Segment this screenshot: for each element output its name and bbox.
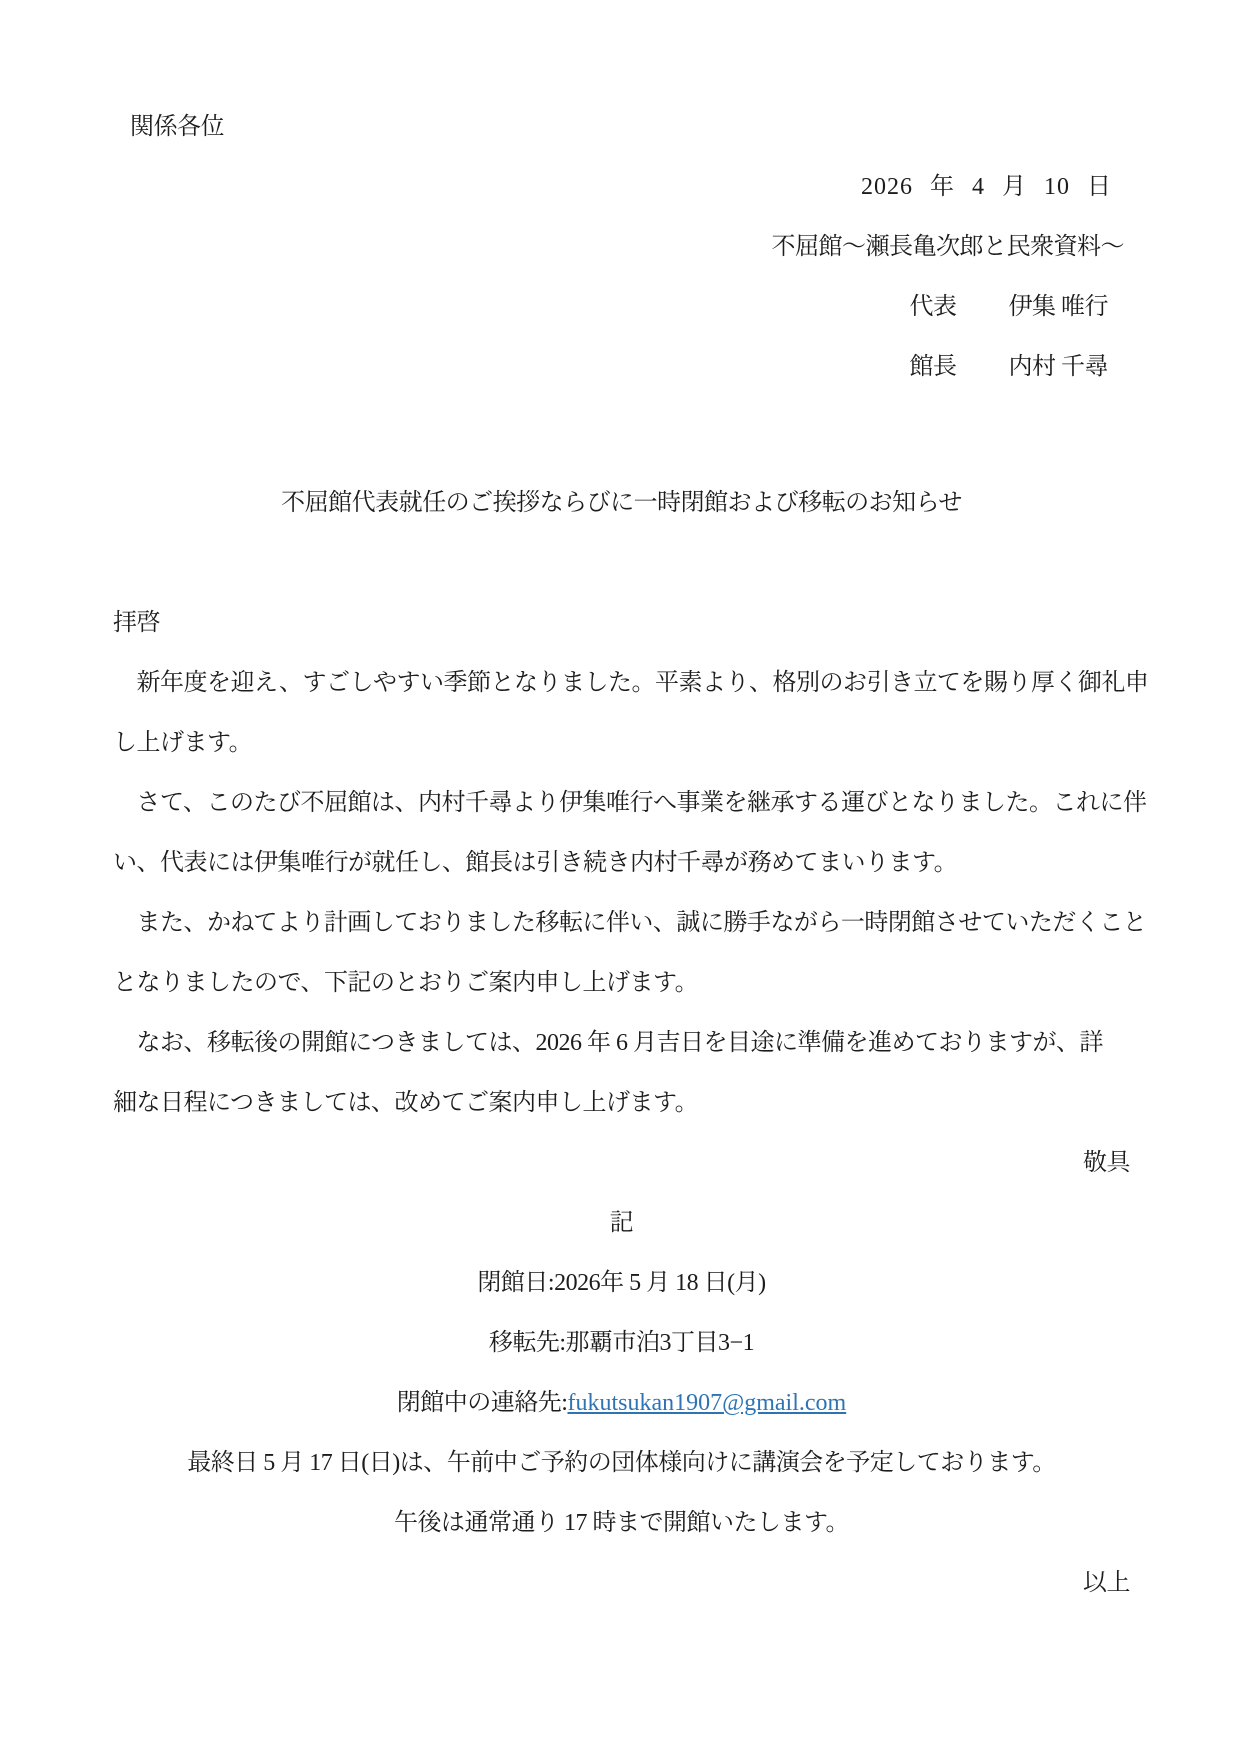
- relocation-address-line: 移転先:那覇市泊3丁目3−1: [488, 1330, 755, 1356]
- sender-organization: 不屈館～瀬長亀次郎と民衆資料～: [771, 234, 1124, 260]
- director-name: 内村 千尋: [1008, 354, 1108, 380]
- notice-heading: 記: [609, 1210, 634, 1236]
- contact-line: [113, 1373, 1130, 1433]
- spacer: [113, 397, 1130, 457]
- final-day-line: 最終日 5 月 17 日(日)は、午前中ご予約の団体様向けに講演会を予定しております。: [187, 1450, 1056, 1476]
- body-paragraph-line: また、かねてより計画しておりました移転に伴い、誠に勝手ながら一時閉館させていただくこと: [113, 910, 1147, 936]
- body-paragraph-line: 細な日程につきましては、改めてご案内申し上げます。: [113, 1090, 699, 1116]
- director-line: [113, 337, 1130, 397]
- closing-keigu: 敬具: [1083, 1150, 1130, 1176]
- letter-subject: 不屈館代表就任のご挨拶ならびに一時閉館および移転のお知らせ: [281, 490, 962, 516]
- email-link[interactable]: fukutsukan1907@gmail.com: [567, 1390, 847, 1416]
- afternoon-line: 午後は通常通り 17 時まで開館いたします。: [393, 1510, 850, 1536]
- representative-line: [113, 277, 1130, 337]
- body-paragraph-line: し上げます。: [113, 730, 253, 756]
- body-paragraph-line: さて、このたび不屈館は、内村千尋より伊集唯行へ事業を継承する運びとなりました。これに伴: [113, 790, 1147, 816]
- salutation: 拝啓: [113, 610, 160, 636]
- closure-date-line: 閉館日:2026年 5 月 18 日(月): [477, 1270, 766, 1296]
- director-title-label: 館長: [909, 354, 957, 380]
- body-paragraph-line: 新年度を迎え、すごしやすい季節となりました。平素より、格別のお引き立てを賜り厚く御礼申: [113, 670, 1149, 696]
- body-paragraph-line: い、代表には伊集唯行が就任し、館長は引き続き内村千尋が務めてまいります。: [113, 850, 958, 876]
- body-paragraph-line: となりましたので、下記のとおりご案内申し上げます。: [113, 970, 699, 996]
- recipient-line: 関係各位: [130, 114, 224, 140]
- contact-label: 閉館中の連絡先:: [396, 1390, 568, 1416]
- end-marker: 以上: [1083, 1570, 1130, 1596]
- spacer: [113, 533, 1130, 593]
- body-paragraph-line: なお、移転後の開館につきましては、2026 年 6 月吉日を目途に準備を進めておりますが、詳: [113, 1030, 1104, 1056]
- letter-body: [113, 0, 1149, 1613]
- representative-title-label: 代表: [909, 294, 957, 320]
- letter-date: 2026 年 4 月 10 日: [861, 174, 1112, 200]
- representative-name: 伊集 唯行: [1008, 294, 1108, 320]
